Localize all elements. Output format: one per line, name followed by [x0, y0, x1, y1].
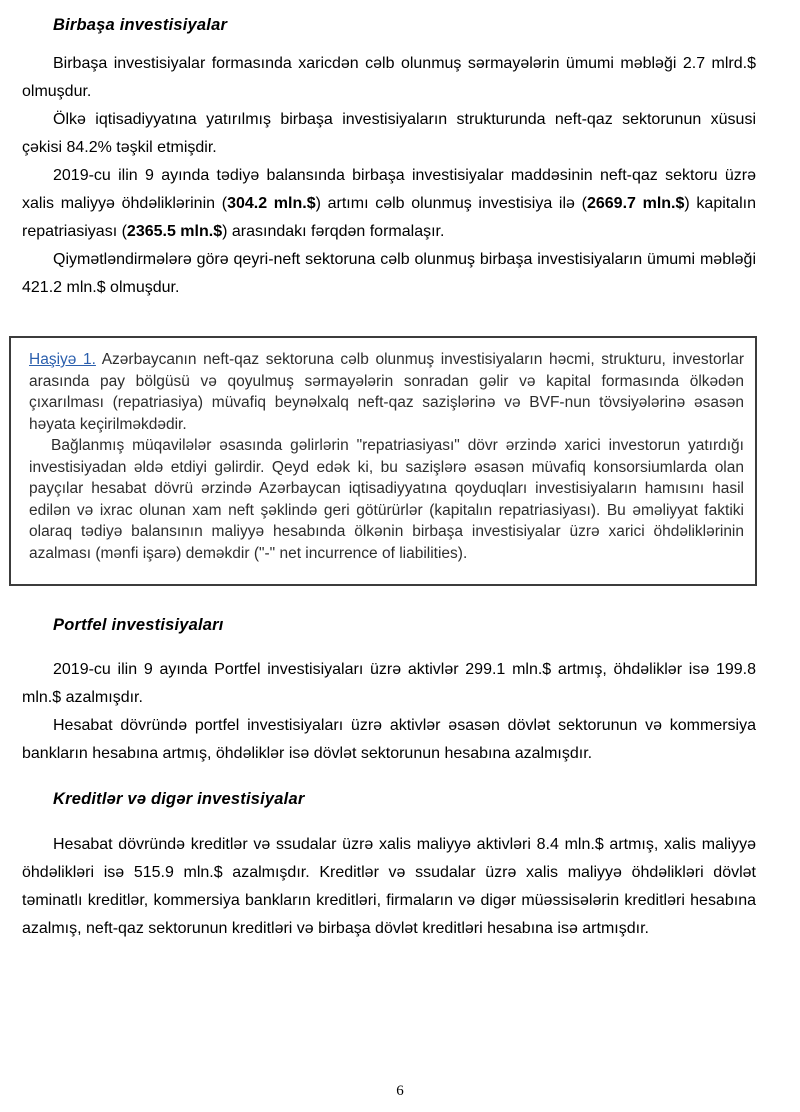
- text-run: ) kapitalın repatriasiyası (: [22, 195, 757, 240]
- text-run: 2019-cu ilin 9 ayında tədiyə balansında birbaşa investisiyalar maddəsinin neft-qaz sektoru üzrə xalis maliyyə öhdəliklərinin (: [22, 167, 756, 212]
- section-heading-credits: Kreditlər və digər investisiyalar: [53, 790, 305, 808]
- text-run: ) arasındakı fərqdən formalaşır.: [222, 223, 445, 240]
- text-run: 304.2 mln.$: [227, 195, 316, 212]
- section-heading-portfolio-investments: Portfel investisiyaları: [53, 616, 224, 634]
- paragraph-credits-1: [22, 831, 756, 943]
- note-box: [9, 336, 757, 586]
- text-run: 2365.5 mln.$: [126, 223, 223, 240]
- text-run: Azərbaycanın neft-qaz sektoruna cəlb olunmuş investisiyaların həcmi, strukturu, investorlar arasında pay bölgüsü və qoyulmuş sərmayələrin sonradan gəlir və kapital formasında ölkədən çıxarılması (repatriasiya) müvafiq beynəlxalq neft-qaz sazişlərinə və BVF-nun tövsiyələrinə əsasən həyata keçirilməkdədir.: [29, 351, 744, 433]
- note-label: Haşiyə 1.: [29, 351, 96, 368]
- text-run: Bağlanmış müqavilələr əsasında gəlirlərin "repatriasiyası" dövr ərzində xarici investorun yatırdığı investisiyadan əldə etdiyi gəlirdir. Qeyd edək ki, bu sazişlərə əsasən müvafiq konsorsiumlarda olan payçılar hesabat dövrü ərzində Azərbaycan iqtisadiyyatına qoyduqları investisiyaların hamısını hasil edilən və ixrac olunan xam neft şəklində geri götürürlər (kapitalın repatriasiyası). Bu əməliyyat faktiki olaraq tədiyə balansının maliyyə hesabında ölkənin birbaşa investisiyalar üzrə xarici öhdəliklərinin azalması (mənfi işarə) deməkdir ("-" net incurrence of liabilities).: [29, 437, 744, 562]
- text-run: Hesabat dövründə portfel investisiyaları üzrə aktivlər əsasən dövlət sektorunun və kommersiya bankların hesabına artmış, öhdəliklər isə dövlət sektorunun hesabına azalmışdır.: [22, 717, 756, 762]
- paragraph-direct-1: [22, 50, 756, 106]
- note-paragraph-1: [29, 349, 744, 435]
- text-run: 2669.7 mln.$: [586, 195, 685, 212]
- paragraph-direct-2: [22, 106, 756, 162]
- paragraph-portfolio-2: [22, 712, 756, 768]
- paragraph-portfolio-1: [22, 656, 756, 712]
- text-run: 2019-cu ilin 9 ayında Portfel investisiyaları üzrə aktivlər 299.1 mln.$ artmış, öhdəliklər isə 199.8 mln.$ azalmışdır.: [22, 661, 756, 706]
- paragraph-direct-4: [22, 246, 756, 302]
- text-run: Birbaşa investisiyalar formasında xaricdən cəlb olunmuş sərmayələrin ümumi məbləği 2.7 mlrd.$ olmuşdur.: [22, 55, 756, 100]
- text-run: Ölkə iqtisadiyyatına yatırılmış birbaşa investisiyaların strukturunda neft-qaz sektorunun xüsusi çəkisi 84.2% təşkil etmişdir.: [22, 111, 756, 156]
- text-run: ) artımı cəlb olunmuş investisiya ilə (: [315, 195, 587, 212]
- text-run: Qiymətləndirmələrə görə qeyri-neft sektoruna cəlb olunmuş birbaşa investisiyaların ümumi məbləği 421.2 mln.$ olmuşdur.: [22, 251, 756, 296]
- note-paragraph-2: [29, 435, 744, 564]
- page-number: 6: [396, 1083, 404, 1099]
- section-heading-direct-investments: Birbaşa investisiyalar: [53, 16, 228, 34]
- paragraph-direct-3: [22, 162, 756, 246]
- text-run: Hesabat dövründə kreditlər və ssudalar üzrə xalis maliyyə aktivləri 8.4 mln.$ artmış, xalis maliyyə öhdəlikləri isə 515.9 mln.$ azalmışdır. Kreditlər və ssudalar üzrə xalis maliyyə öhdəlikləri dövlət təminatlı kreditlər, kommersiya bankların kreditləri, firmaların və digər müəssisələrin kreditləri hesabına azalmış, neft-qaz sektorunun kreditləri və birbaşa dövlət kreditləri hesabına isə artmışdır.: [22, 836, 756, 937]
